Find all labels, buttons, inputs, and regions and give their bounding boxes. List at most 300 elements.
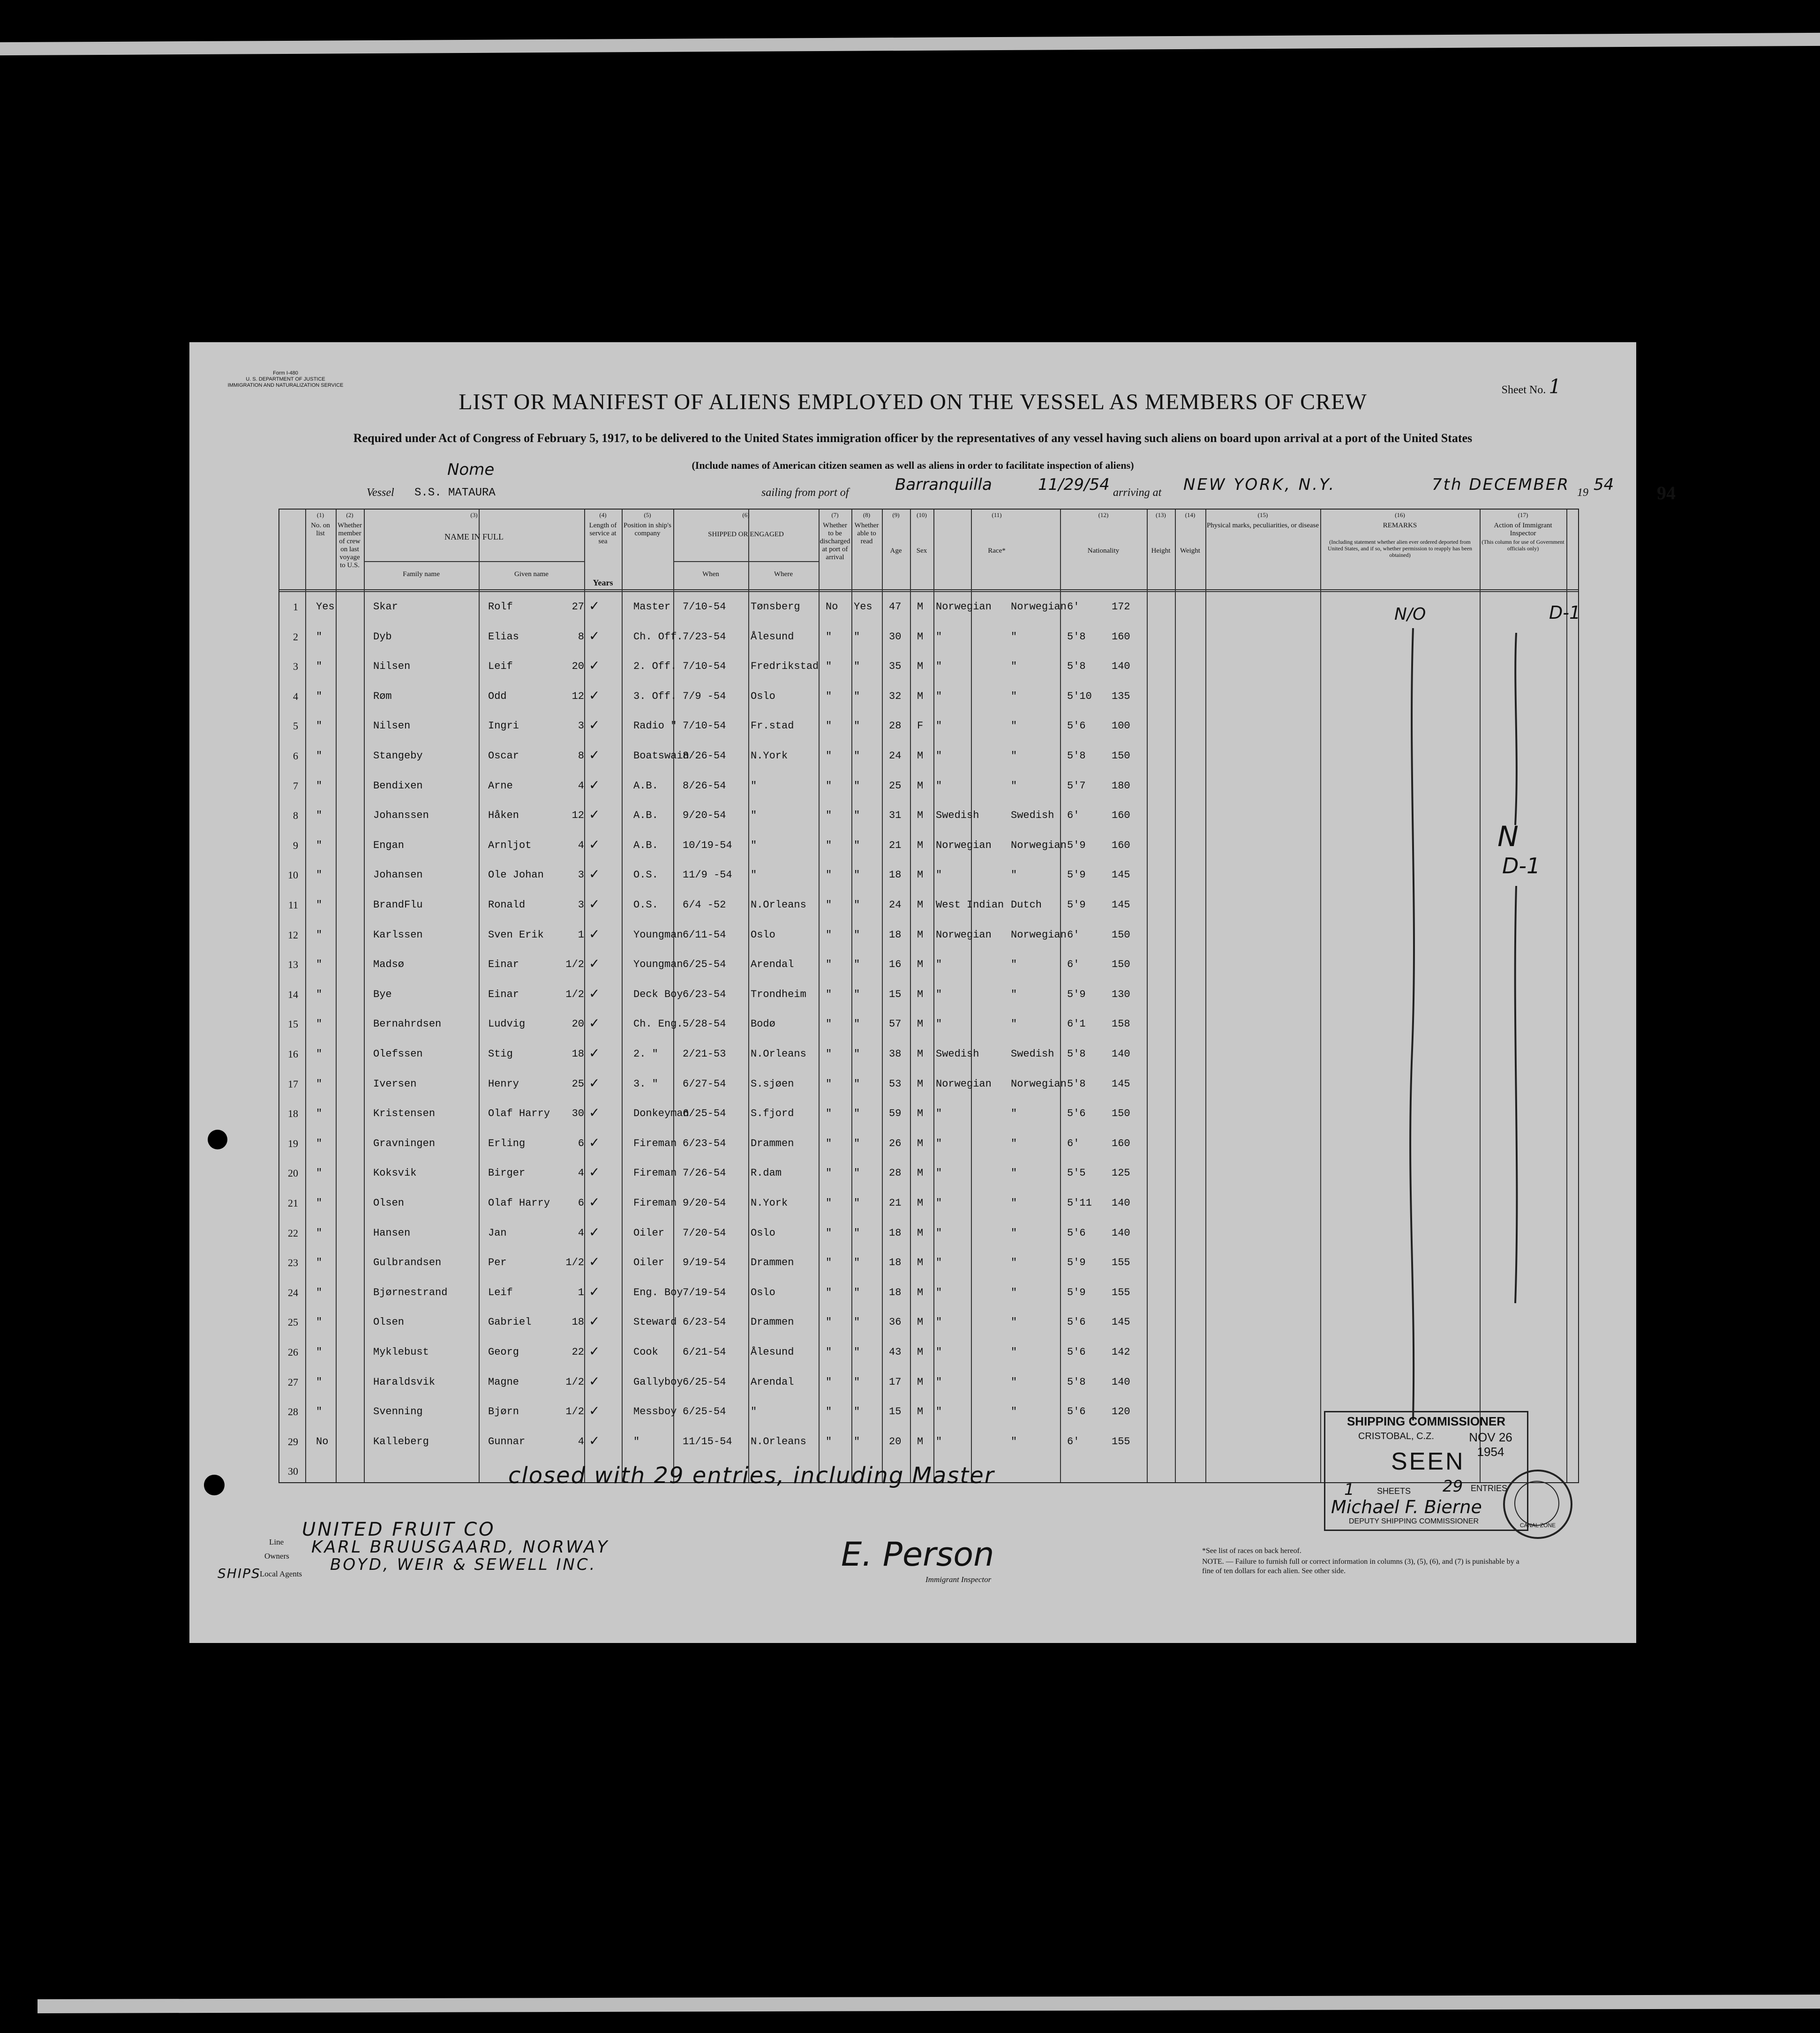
weight: 160 [1112,1137,1130,1149]
age: 28 [889,720,902,732]
column-header: Whether able to read [854,522,879,545]
header-divider [279,589,1578,590]
position: Youngman [633,929,683,941]
manifest-sheet [189,342,1676,1643]
family-name: Karlssen [373,929,423,941]
shipped-where: Ålesund [751,1346,794,1358]
inspector-ditto-line-2 [1507,886,1526,1308]
column-number: (11) [992,511,1002,518]
family-name: Svenning [373,1406,423,1418]
column-divider [851,510,852,1482]
family-name: Bjørnestrand [373,1286,448,1298]
page-title: LIST OR MANIFEST OF ALIENS EMPLOYED ON THE VESSEL AS MEMBERS OF CREW [459,390,1367,414]
given-name: Elias [488,630,519,643]
race: " [936,1227,942,1239]
age: 43 [889,1346,902,1358]
age: 21 [889,1197,902,1209]
position: Ch. Off. [633,630,683,643]
row-number: 26 [288,1346,298,1358]
column-header: No. on list [311,522,330,537]
last-voyage: " [316,1108,323,1120]
height: 5'9 [1067,839,1086,851]
sex: M [917,810,924,822]
sex: M [917,1257,924,1269]
last-voyage: Yes [316,601,335,613]
shipped-when: 9/20-54 [683,1197,726,1209]
position: Boatswain [633,750,689,762]
row-number: 30 [288,1465,298,1478]
last-voyage: " [316,1376,323,1388]
shipped-where: " [751,869,757,881]
age: 16 [889,959,902,971]
discharged: " [826,690,832,702]
height: 5'11 [1067,1197,1092,1209]
race: " [936,1167,942,1179]
check-mark-icon: ✓ [589,658,600,674]
stamp-signature: Michael F. Bierne [1331,1497,1482,1517]
sex: M [917,1406,924,1418]
shipping-commissioner-stamp [1324,1411,1528,1531]
row-number: 29 [288,1435,298,1448]
family-name: Iversen [373,1078,417,1090]
column-divider [622,510,623,1482]
family-name: Koksvik [373,1167,417,1179]
inspector-mark-3: D-1 [1502,853,1541,878]
discharged: " [826,1227,832,1239]
shipped-when: 8/26-54 [683,750,726,762]
age: 47 [889,601,902,613]
sex: M [917,1108,924,1120]
given-name: Stig [488,1048,513,1060]
able-to-read: " [854,750,860,762]
nationality: " [1011,988,1017,1000]
column-divider [933,510,934,1482]
given-name: Ludvig [488,1018,526,1030]
height: 5'6 [1067,1227,1086,1239]
nationality: " [1011,750,1017,762]
column-divider [1566,510,1567,1482]
able-to-read: " [854,1078,860,1090]
service-years: 3 [578,899,584,911]
last-voyage: " [316,1316,323,1328]
row-number: 13 [288,959,298,971]
family-name: Madsø [373,959,405,971]
age: 15 [889,1406,902,1418]
column-header: Whether member of crew on last voyage to U.S. [338,522,362,569]
shipped-where: Fredrikstad [751,660,819,673]
height: 5'8 [1067,750,1086,762]
shipped-when: 7/20-54 [683,1227,726,1239]
service-years: 22 [572,1346,584,1358]
sex: M [917,1346,924,1358]
family-name: Olefssen [373,1048,423,1060]
row-number: 16 [288,1048,298,1060]
service-years: 27 [572,601,584,613]
shipped-where: Trondheim [751,988,806,1000]
position: Youngman [633,959,683,971]
shipped-where: Drammen [751,1257,794,1269]
column-divider [1147,510,1148,1482]
race: " [936,988,942,1000]
discharged: " [826,929,832,941]
given-name: Ingri [488,720,519,732]
service-years: 6 [578,1197,584,1209]
column-header: Sex [916,547,927,555]
last-voyage: " [316,1078,323,1090]
column-divider [336,510,337,1482]
row-number: 15 [288,1018,298,1030]
weight: 135 [1112,690,1130,702]
check-mark-icon: ✓ [589,896,600,912]
given-name: Einar [488,959,519,971]
shipped-when: 7/23-54 [683,630,726,643]
given-name: Birger [488,1167,526,1179]
row-number: 23 [288,1257,298,1269]
race: " [936,690,942,702]
last-voyage: " [316,1286,323,1298]
shipped-when: 7/10-54 [683,720,726,732]
column-number: (10) [917,511,927,518]
discharged: " [826,869,832,881]
shipped-where: Tønsberg [751,601,800,613]
arrival-year: 54 [1594,475,1614,494]
family-name: Kristensen [373,1108,436,1120]
column-number: (3) [470,511,478,518]
service-years: 8 [578,630,584,643]
column-divider [305,510,306,1482]
shipped-when: 11/15-54 [683,1435,732,1448]
row-number: 19 [288,1137,298,1149]
discharged: " [826,1197,832,1209]
nationality: " [1011,869,1017,881]
shipped-when: 6/23-54 [683,1137,726,1149]
discharged: " [826,1018,832,1030]
weight: 172 [1112,601,1130,613]
penalty-note: NOTE. — Failure to furnish full or correct information in columns (3), (5), (6), and (7) is punishable by a fine of ten dollars for each alien. See other side. [1202,1558,1519,1575]
race: " [936,869,942,881]
family-name: Gulbrandsen [373,1257,442,1269]
check-mark-icon: ✓ [589,717,600,733]
closing-note: closed with 29 entries, including Master [508,1463,995,1489]
last-voyage: No [316,1435,329,1448]
line-label: Line [269,1538,284,1546]
last-voyage: " [316,988,323,1000]
check-mark-icon: ✓ [589,1075,600,1091]
discharged: " [826,1048,832,1060]
row-number: 6 [293,750,298,762]
column-number: (8) [863,511,871,518]
position: A.B. [633,780,658,792]
discharged: " [826,1316,832,1328]
shipped-where: Oslo [751,1227,775,1239]
race: " [936,630,942,643]
form-header [208,370,363,389]
column-divider [1480,510,1481,1482]
race: " [936,1316,942,1328]
given-name: Arnljot [488,839,532,851]
column-header: Race* [988,547,1006,555]
shipped-where: Bodø [751,1018,775,1030]
weight: 130 [1112,988,1130,1000]
able-to-read: " [854,959,860,971]
column-divider [1320,510,1321,1482]
sheet-label: Sheet No. [1501,384,1546,396]
stamp-entries-label: ENTRIES [1471,1484,1508,1493]
year-prefix: 19 [1577,487,1588,499]
column-divider [882,510,883,1482]
sex: F [917,720,924,732]
shipped-when: 7/10-54 [683,660,726,673]
nationality: Swedish [1011,1048,1054,1060]
weight: 160 [1112,810,1130,822]
shipped-where: Oslo [751,929,775,941]
family-name: Engan [373,839,405,851]
height: 5'9 [1067,869,1086,881]
last-voyage: " [316,839,323,851]
vessel-name: S.S. MATAURA [414,487,496,499]
shipped-where: " [751,780,757,792]
shipped-when: 6/21-54 [683,1346,726,1358]
row-number: 3 [293,660,298,673]
nationality: " [1011,1167,1017,1179]
sailing-date: 11/29/54 [1038,475,1110,494]
check-mark-icon: ✓ [589,1433,600,1448]
weight: 160 [1112,630,1130,643]
service-years: 18 [572,1316,584,1328]
shipped-when: 5/28-54 [683,1018,726,1030]
height: 6' [1067,959,1080,971]
arriving-label: arriving at [1113,487,1162,499]
weight: 155 [1112,1435,1130,1448]
subheader-divider [364,561,584,562]
shipped-when: 6/25-54 [683,1376,726,1388]
height: 5'5 [1067,1167,1086,1179]
last-voyage: " [316,690,323,702]
discharged: " [826,1257,832,1269]
service-years: 3 [578,720,584,732]
check-mark-icon: ✓ [589,1343,600,1359]
stamp-date: NOV 26 1954 [1469,1430,1512,1459]
weight: 145 [1112,869,1130,881]
able-to-read: " [854,988,860,1000]
sex: M [917,1376,924,1388]
column-number: (15) [1257,511,1268,518]
age: 15 [889,988,902,1000]
nationality: Swedish [1011,810,1054,822]
sex: M [917,750,924,762]
column-header: REMARKS [1383,522,1417,529]
height: 5'9 [1067,899,1086,911]
service-years: 3 [578,869,584,881]
inspector-mark-1: D-1 [1549,602,1581,623]
height: 5'6 [1067,1346,1086,1358]
discharged: " [826,810,832,822]
column-number: (1) [316,511,324,518]
height: 6' [1067,601,1080,613]
height: 5'9 [1067,1286,1086,1298]
service-years: 1/2 [565,959,584,971]
discharged: " [826,1346,832,1358]
row-number: 17 [288,1078,298,1090]
race: Norwegian [936,1078,992,1090]
check-mark-icon: ✓ [589,777,600,793]
nationality: Norwegian [1011,929,1067,941]
given-name: Per [488,1257,507,1269]
sex: M [917,660,924,673]
height: 5'7 [1067,780,1086,792]
column-divider [1060,510,1061,1482]
able-to-read: " [854,1257,860,1269]
last-voyage: " [316,1346,323,1358]
inspector-signature: E. Person [841,1535,994,1574]
able-to-read: " [854,630,860,643]
weight: 155 [1112,1286,1130,1298]
stamp-location: CRISTOBAL, C.Z. [1358,1431,1434,1441]
able-to-read: " [854,1346,860,1358]
inspector-label: Immigrant Inspector [925,1575,992,1584]
column-header: NAME IN FULL [444,532,504,541]
check-mark-icon: ✓ [589,1403,600,1419]
sex: M [917,630,924,643]
check-mark-icon: ✓ [589,1224,600,1240]
nationality: " [1011,1286,1017,1298]
check-mark-icon: ✓ [589,1134,600,1150]
race: " [936,1286,942,1298]
check-mark-icon: ✓ [589,1283,600,1299]
row-number: 8 [293,810,298,822]
height: 5'8 [1067,1078,1086,1090]
height: 6' [1067,929,1080,941]
shipped-when: 6/25-54 [683,1406,726,1418]
check-mark-icon: ✓ [589,1015,600,1031]
service-years: 12 [572,810,584,822]
able-to-read: " [854,1376,860,1388]
races-note: *See list of races on back hereof. [1202,1547,1301,1555]
able-to-read: " [854,1167,860,1179]
shipped-where: S.fjord [751,1108,794,1120]
position: Oiler [633,1227,665,1239]
position: Fireman [633,1167,677,1179]
age: 25 [889,780,902,792]
column-subnote: (Including statement whether alien ever ordered deported from United States, and if so, whether permission to reapply has been obtained) [1328,539,1472,558]
able-to-read: " [854,1108,860,1120]
discharged: " [826,1435,832,1448]
shipped-when: 7/26-54 [683,1167,726,1179]
family-name: Bernahrdsen [373,1018,442,1030]
binder-hole-1 [208,1130,227,1149]
column-header: Physical marks, peculiarities, or disease [1206,522,1319,529]
nationality: " [1011,630,1017,643]
last-voyage: " [316,1048,323,1060]
age: 38 [889,1048,902,1060]
weight: 140 [1112,1376,1130,1388]
shipped-when: 7/9 -54 [683,690,726,702]
last-voyage: " [316,959,323,971]
given-name: Erling [488,1137,526,1149]
sex: M [917,601,924,613]
family-name: Kalleberg [373,1435,429,1448]
height: 6' [1067,810,1080,822]
nationality: " [1011,1137,1017,1149]
given-name: Arne [488,780,513,792]
column-divider [364,510,365,1482]
seal-text: CANAL ZONE [1519,1522,1556,1529]
height: 5'10 [1067,690,1092,702]
column-number: (4) [599,511,607,518]
race: " [936,1376,942,1388]
sailing-port: Barranquilla [895,475,992,494]
shipped-when: 11/9 -54 [683,869,732,881]
service-years: 1/2 [565,1376,584,1388]
subheader-divider [673,561,819,562]
race: " [936,1406,942,1418]
department-name: U. S. DEPARTMENT OF JUSTICE [246,376,325,382]
family-name: Johansen [373,869,423,881]
age: 31 [889,810,902,822]
sheet-value: 1 [1549,375,1561,398]
shipped-where: Oslo [751,1286,775,1298]
weight: 145 [1112,1078,1130,1090]
shipped-when: 9/19-54 [683,1257,726,1269]
shipped-where: " [751,1406,757,1418]
column-number: (13) [1156,511,1166,518]
given-name: Henry [488,1078,519,1090]
inspector-ditto-line-1 [1507,633,1526,830]
age: 57 [889,1018,902,1030]
race: " [936,660,942,673]
family-name: Nilsen [373,720,411,732]
position: Gallyboy [633,1376,683,1388]
position: Master [633,601,671,613]
age: 21 [889,839,902,851]
row-number: 9 [293,839,298,851]
column-divider [1205,510,1206,1482]
sex: M [917,1435,924,1448]
weight: 150 [1112,750,1130,762]
race: " [936,1197,942,1209]
column-number: (16) [1395,511,1405,518]
nationality: " [1011,780,1017,792]
shipped-when: 6/25-54 [683,1108,726,1120]
check-mark-icon: ✓ [589,1045,600,1061]
given-name: Gunnar [488,1435,526,1448]
race: " [936,1435,942,1448]
nationality: " [1011,690,1017,702]
column-number: (9) [892,511,900,518]
sex: M [917,1167,924,1179]
given-name: Rolf [488,601,513,613]
stamp-seen: SEEN [1391,1448,1465,1475]
film-edge-bottom [38,1995,1820,2013]
service-years: 4 [578,1435,584,1448]
column-number: (14) [1185,511,1196,518]
column-number: (17) [1518,511,1528,518]
age: 18 [889,1257,902,1269]
weight: 150 [1112,1108,1130,1120]
nationality: " [1011,959,1017,971]
family-name: Olsen [373,1316,405,1328]
service-years: 6 [578,1137,584,1149]
able-to-read: " [854,899,860,911]
able-to-read: " [854,660,860,673]
sex: M [917,1197,924,1209]
nationality: " [1011,1018,1017,1030]
column-number: (12) [1098,511,1109,518]
position: Oiler [633,1257,665,1269]
discharged: " [826,1108,832,1120]
shipped-where: Drammen [751,1137,794,1149]
given-name: Georg [488,1346,519,1358]
